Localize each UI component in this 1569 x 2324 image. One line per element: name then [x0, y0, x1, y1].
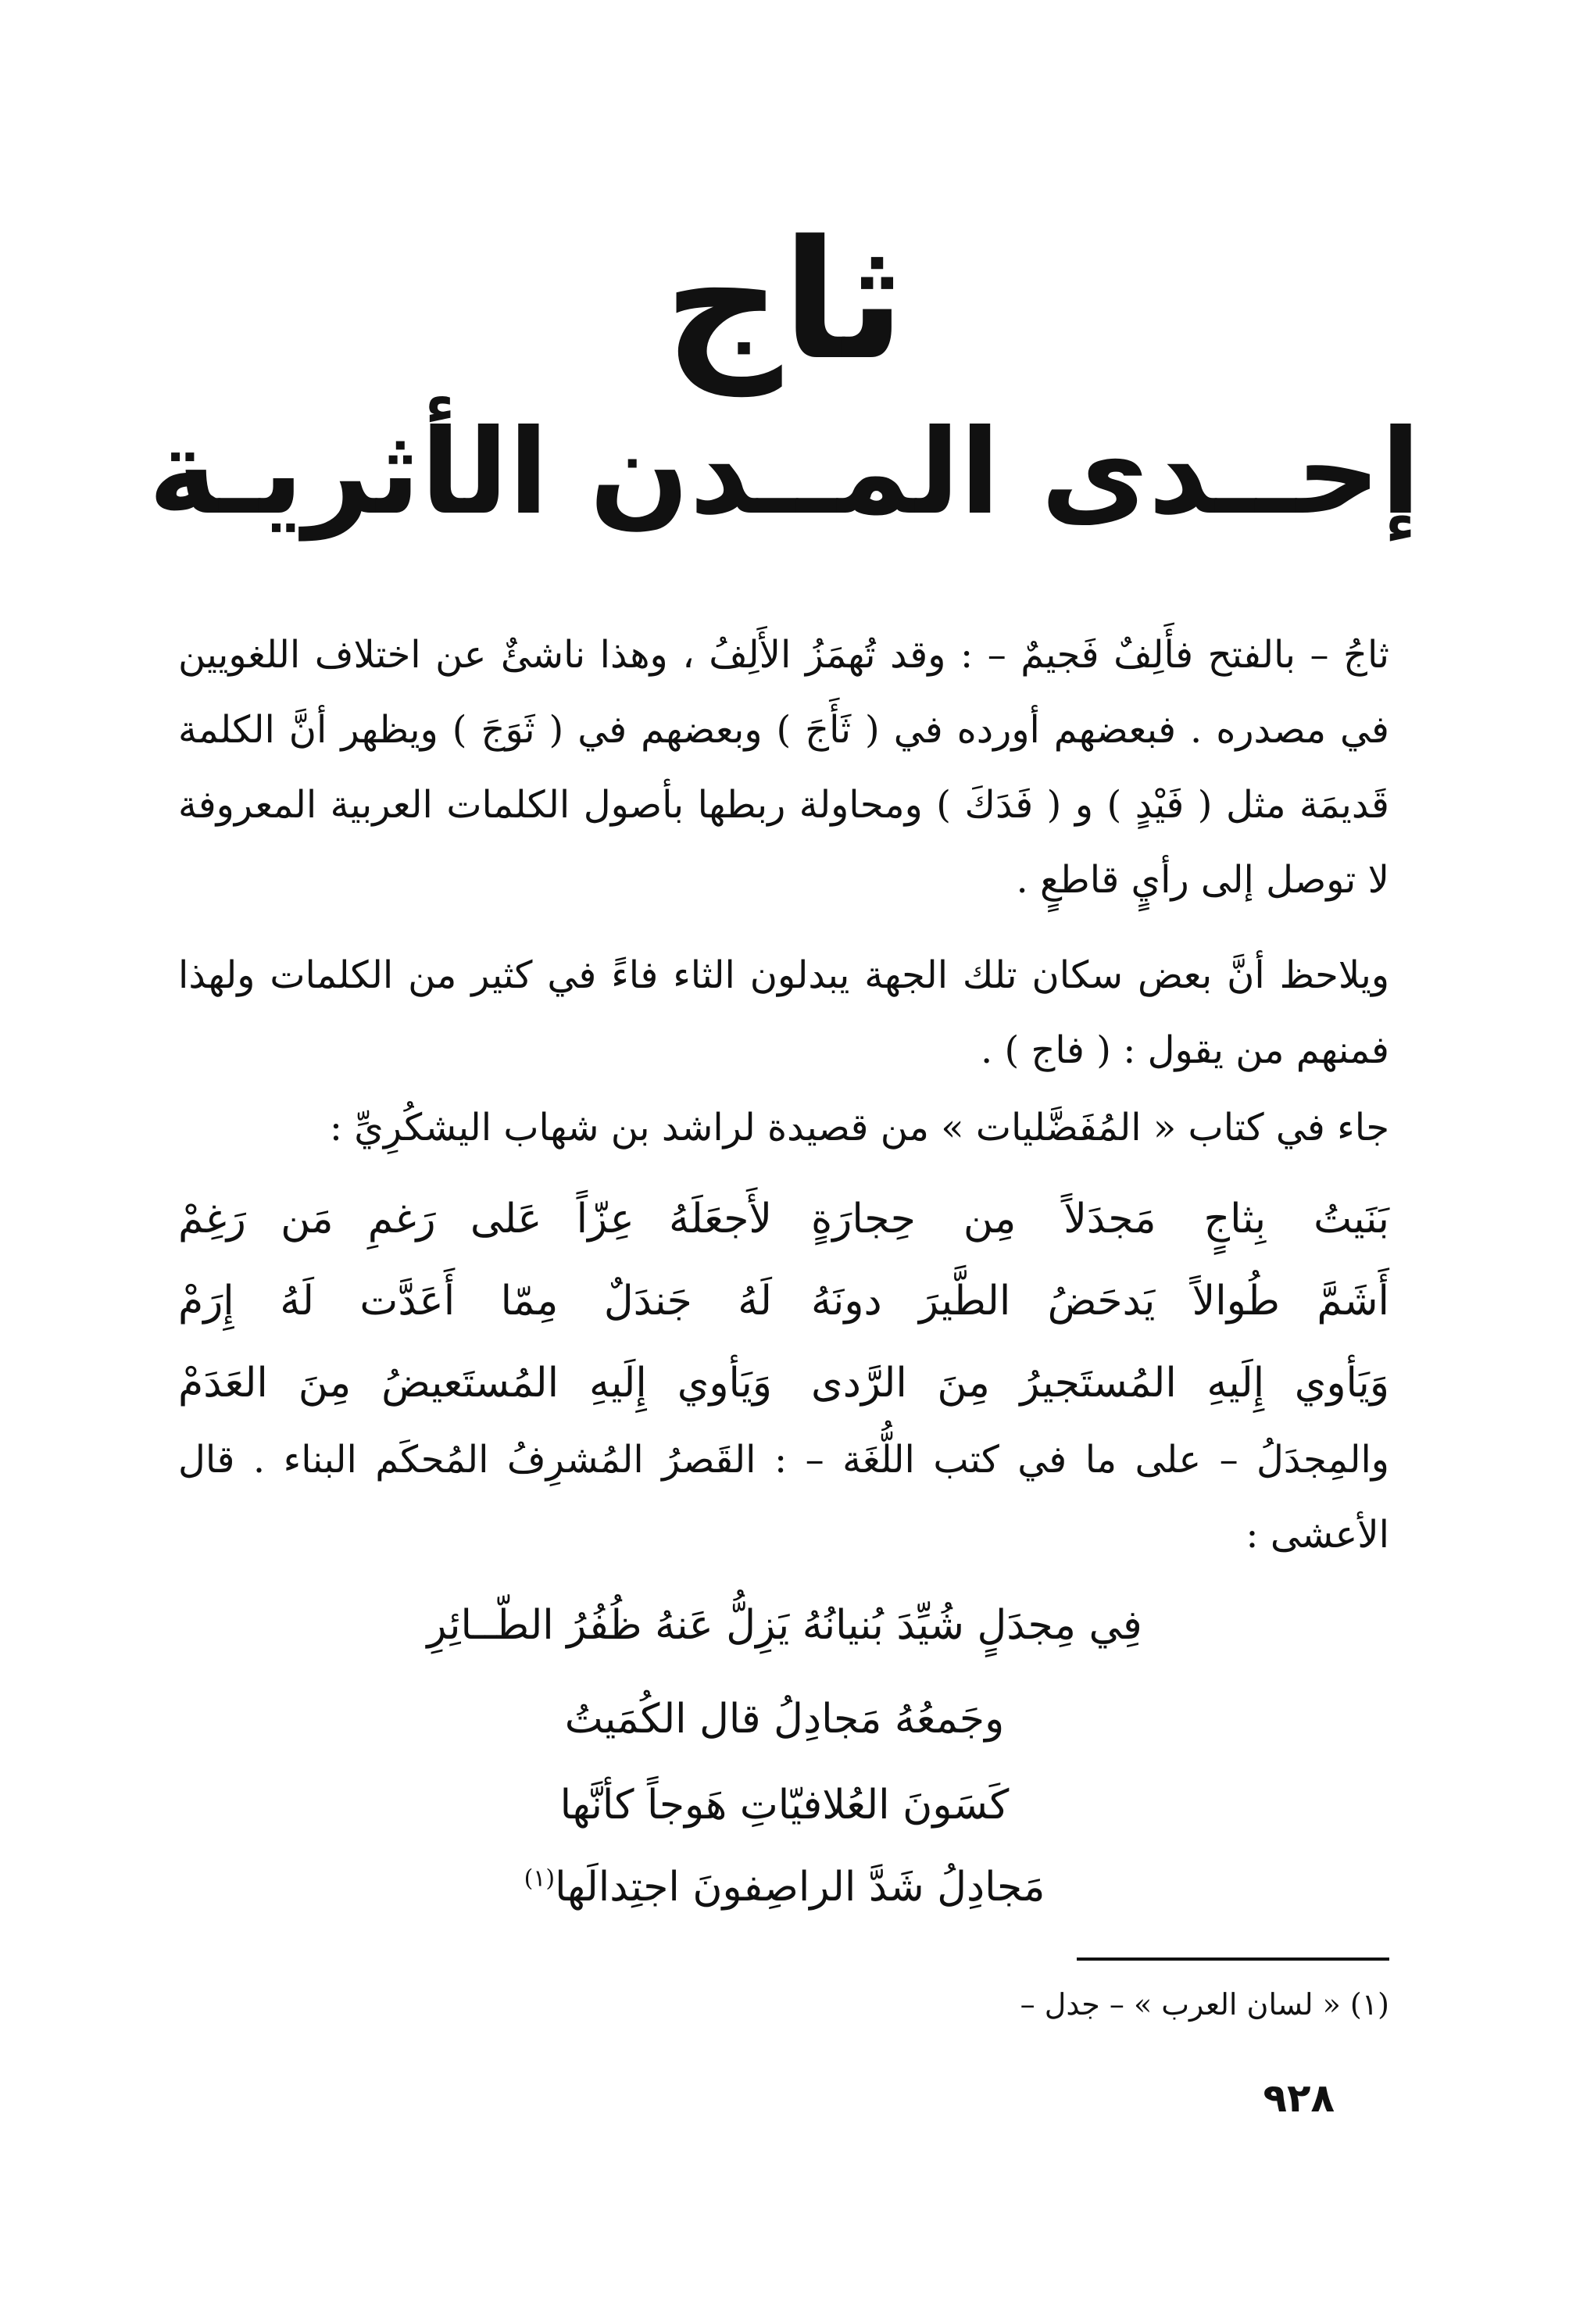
couplet-2-second-hemistich: لَهُ جَندَلٌ مِمّا أَعَدَّت لَهُ إِرَمْ	[178, 1278, 772, 1325]
couplet-3	[178, 1344, 1389, 1422]
paragraph-4: والمِجدَلُ – على ما في كتب اللُّغَة – : القَصرُ المُشرِفُ المُحكَم البناء . قال الأعشى :	[178, 1438, 1389, 1557]
page-subtitle: إحــدى المــدن الأثريـة	[148, 405, 1421, 541]
verse-line-4-text: مَجادِلُ شَدَّ الراصِفونَ اجتِدالَها	[555, 1864, 1045, 1911]
footnote-divider	[1077, 1958, 1389, 1961]
page-number: ٩٢٨	[1263, 2076, 1335, 2121]
footnote-reference: (١)	[524, 1865, 556, 1893]
couplet-1-first-hemistich: بَنَيتُ بِثاجٍ مَجدَلاً مِن حِجارَةٍ	[811, 1196, 1389, 1242]
paragraph-3: جاء في كتاب « المُفَضَّليات » من قصيدة لراشد بن شهاب اليشكُرِيِّ :	[329, 1106, 1389, 1149]
verse-line-1: فِي مِجدَلٍ شُيِّدَ بُنيانُهُ يَزِلُّ عَنهُ ظُفُرُ الطّــائِرِ	[427, 1602, 1142, 1649]
couplet-1-second-hemistich: لأَجعَلَهُ عِزّاً عَلى رَغمِ مَن رَغِمْ	[178, 1196, 772, 1242]
couplet-2	[178, 1262, 1389, 1340]
couplet-1	[178, 1180, 1389, 1258]
paragraph-2: ويلاحظ أنَّ بعض سكان تلك الجهة يبدلون الثاء فاءً في كثير من الكلمات ولهذا فمنهم من يقول : ( فاج ) .	[178, 953, 1389, 1072]
verse-line-2: وجَمعُهُ مَجادِلُ قال الكُمَيتُ	[564, 1696, 1005, 1743]
verse-line-4	[0, 1848, 1569, 1926]
couplet-2-first-hemistich: أَشَمَّ طُوالاً يَدحَضُ الطَّيرَ دونَهُ	[811, 1278, 1389, 1325]
couplet-3-second-hemistich: وَيَأوي إِلَيهِ المُستَعيضُ مِنَ العَدَمْ	[178, 1360, 772, 1407]
couplet-3-first-hemistich: وَيَأوي إِلَيهِ المُستَجيرُ مِنَ الرَّدى	[811, 1360, 1389, 1407]
footnote: (١) « لسان العرب » – جدل –	[1020, 1987, 1389, 2022]
paragraph-1: ثاجُ – بالفتح فأَلِفٌ فَجيمٌ – : وقد تُهمَزُ الأَلِفُ ، وهذا ناشئٌ عن اختلاف اللغويين في مصدره . فبعضهم أورده في ( ثَأَجَ ) وبعضهم في ( ثَوَجَ ) ويظهر أنَّ الكلمة قَديمَة مثل ( فَيْدٍ ) و ( فَدَكَ ) ومحاولة ربطها بأصول الكلمات العربية المعروفة لا توصل إلى رأيٍ قاطعٍ .	[178, 633, 1389, 902]
verse-line-3: كَسَونَ العُلافيّاتِ هَوجاً كأنَّها	[559, 1782, 1010, 1829]
page-title: ثاج	[663, 205, 906, 396]
